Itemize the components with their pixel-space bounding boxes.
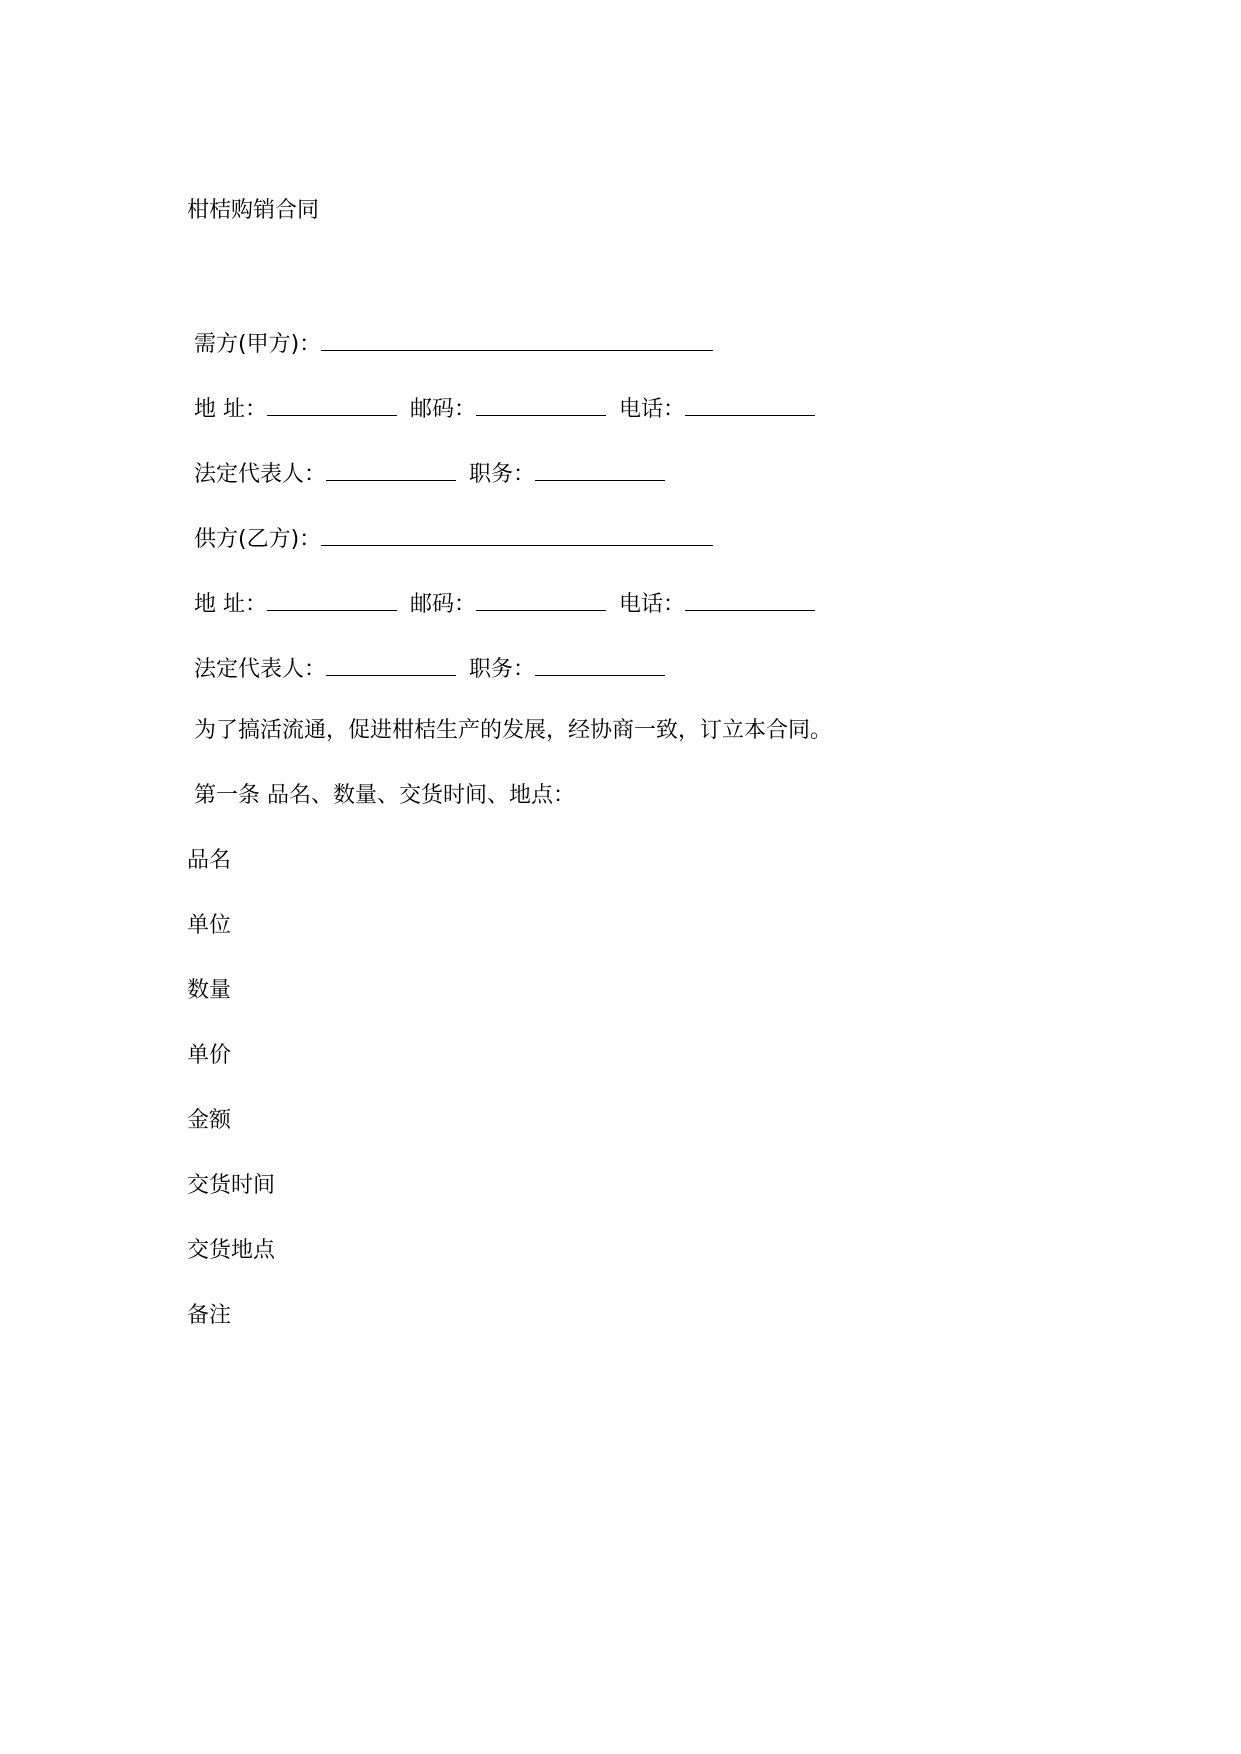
buyer-rep-label: 法定代表人： [194, 462, 327, 487]
seller-address-blank [267, 586, 397, 611]
buyer-phone-label: 电话： [619, 397, 686, 422]
seller-name-blank [321, 521, 713, 546]
document-title: 柑桔购销合同 [187, 198, 320, 223]
seller-postcode-blank [476, 586, 606, 611]
article-1-heading: 第一条 品名、数量、交货时间、地点： [194, 783, 575, 808]
seller-postcode-label: 邮码： [410, 592, 477, 617]
field-unit: 单位 [187, 913, 232, 938]
buyer-address-label: 地 址： [194, 397, 267, 422]
field-delivery-time: 交货时间 [187, 1173, 276, 1198]
seller-phone-blank [685, 586, 815, 611]
seller-party-line [194, 521, 719, 555]
seller-address-line [194, 586, 821, 620]
seller-position-blank [535, 651, 665, 676]
seller-rep-label: 法定代表人： [194, 657, 327, 682]
field-unit-price: 单价 [187, 1043, 232, 1068]
field-delivery-place: 交货地点 [187, 1238, 276, 1263]
buyer-rep-blank [326, 456, 456, 481]
buyer-postcode-blank [476, 391, 606, 416]
preamble-paragraph: 为了搞活流通，促进柑桔生产的发展，经协商一致，订立本合同。 [194, 718, 833, 743]
buyer-address-line [194, 391, 821, 425]
buyer-position-blank [535, 456, 665, 481]
seller-phone-label: 电话： [619, 592, 686, 617]
field-product-name: 品名 [187, 848, 232, 873]
buyer-postcode-label: 邮码： [410, 397, 477, 422]
field-amount: 金额 [187, 1108, 232, 1133]
buyer-position-label: 职务： [469, 462, 536, 487]
buyer-rep-line [194, 456, 671, 490]
seller-rep-line [194, 651, 671, 685]
seller-rep-blank [326, 651, 456, 676]
field-remarks: 备注 [187, 1303, 232, 1328]
seller-position-label: 职务： [469, 657, 536, 682]
buyer-address-blank [267, 391, 397, 416]
buyer-party-label: 需方(甲方)： [194, 332, 322, 357]
buyer-phone-blank [685, 391, 815, 416]
field-quantity: 数量 [187, 978, 232, 1003]
seller-party-label: 供方(乙方)： [194, 527, 322, 552]
buyer-name-blank [321, 326, 713, 351]
buyer-party-line [194, 326, 719, 360]
seller-address-label: 地 址： [194, 592, 267, 617]
